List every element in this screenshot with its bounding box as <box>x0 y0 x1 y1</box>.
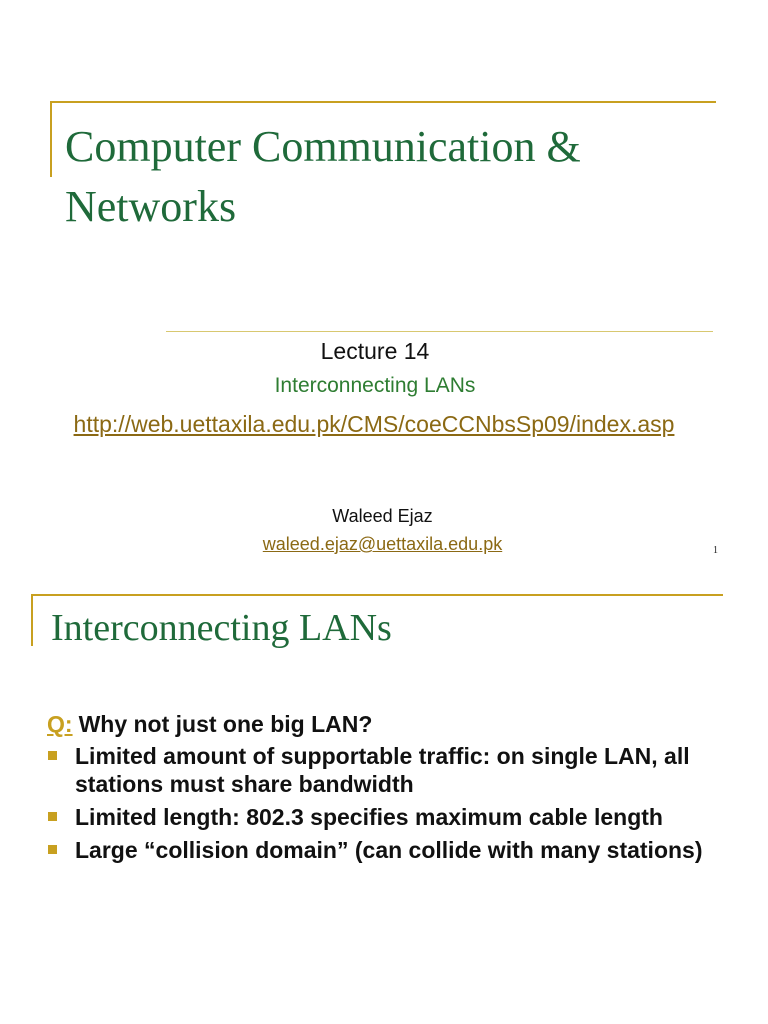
question-line <box>47 710 707 738</box>
heading-left-rule <box>31 594 33 646</box>
lecture-subtitle: Interconnecting LANs <box>274 374 476 397</box>
list-item <box>47 803 707 831</box>
title-left-rule <box>50 101 52 177</box>
slide-body <box>47 710 707 869</box>
list-item <box>47 742 707 798</box>
slide-title: Computer Communication & Networks <box>65 122 581 231</box>
lecture-number: Lecture 14 <box>320 338 430 364</box>
square-bullet-icon <box>48 812 57 821</box>
bullet-text: Limited length: 802.3 specifies maximum cable length <box>75 804 663 830</box>
title-top-rule <box>50 101 716 103</box>
subtitle-divider <box>166 331 713 332</box>
author-email-link[interactable]: waleed.ejaz@uettaxila.edu.pk <box>262 534 503 554</box>
bullet-text: Limited amount of supportable traffic: on single LAN, all stations must share bandwidth <box>75 743 690 797</box>
content-slide <box>0 580 768 1024</box>
page-number: 1 <box>713 545 718 556</box>
bullet-text: Large “collision domain” (can collide with many stations) <box>75 837 703 863</box>
slide-heading: Interconnecting LANs <box>51 607 392 649</box>
square-bullet-icon <box>48 751 57 760</box>
list-item <box>47 836 707 864</box>
author-name: Waleed Ejaz <box>332 506 433 526</box>
course-url-link[interactable]: http://web.uettaxila.edu.pk/CMS/coeCCNbsSp09/index.asp <box>73 411 675 437</box>
question-label: Q: <box>47 711 73 737</box>
bullet-list <box>47 742 707 864</box>
heading-top-rule <box>31 594 723 596</box>
question-text: Why not just one big LAN? <box>78 711 373 737</box>
square-bullet-icon <box>48 845 57 854</box>
